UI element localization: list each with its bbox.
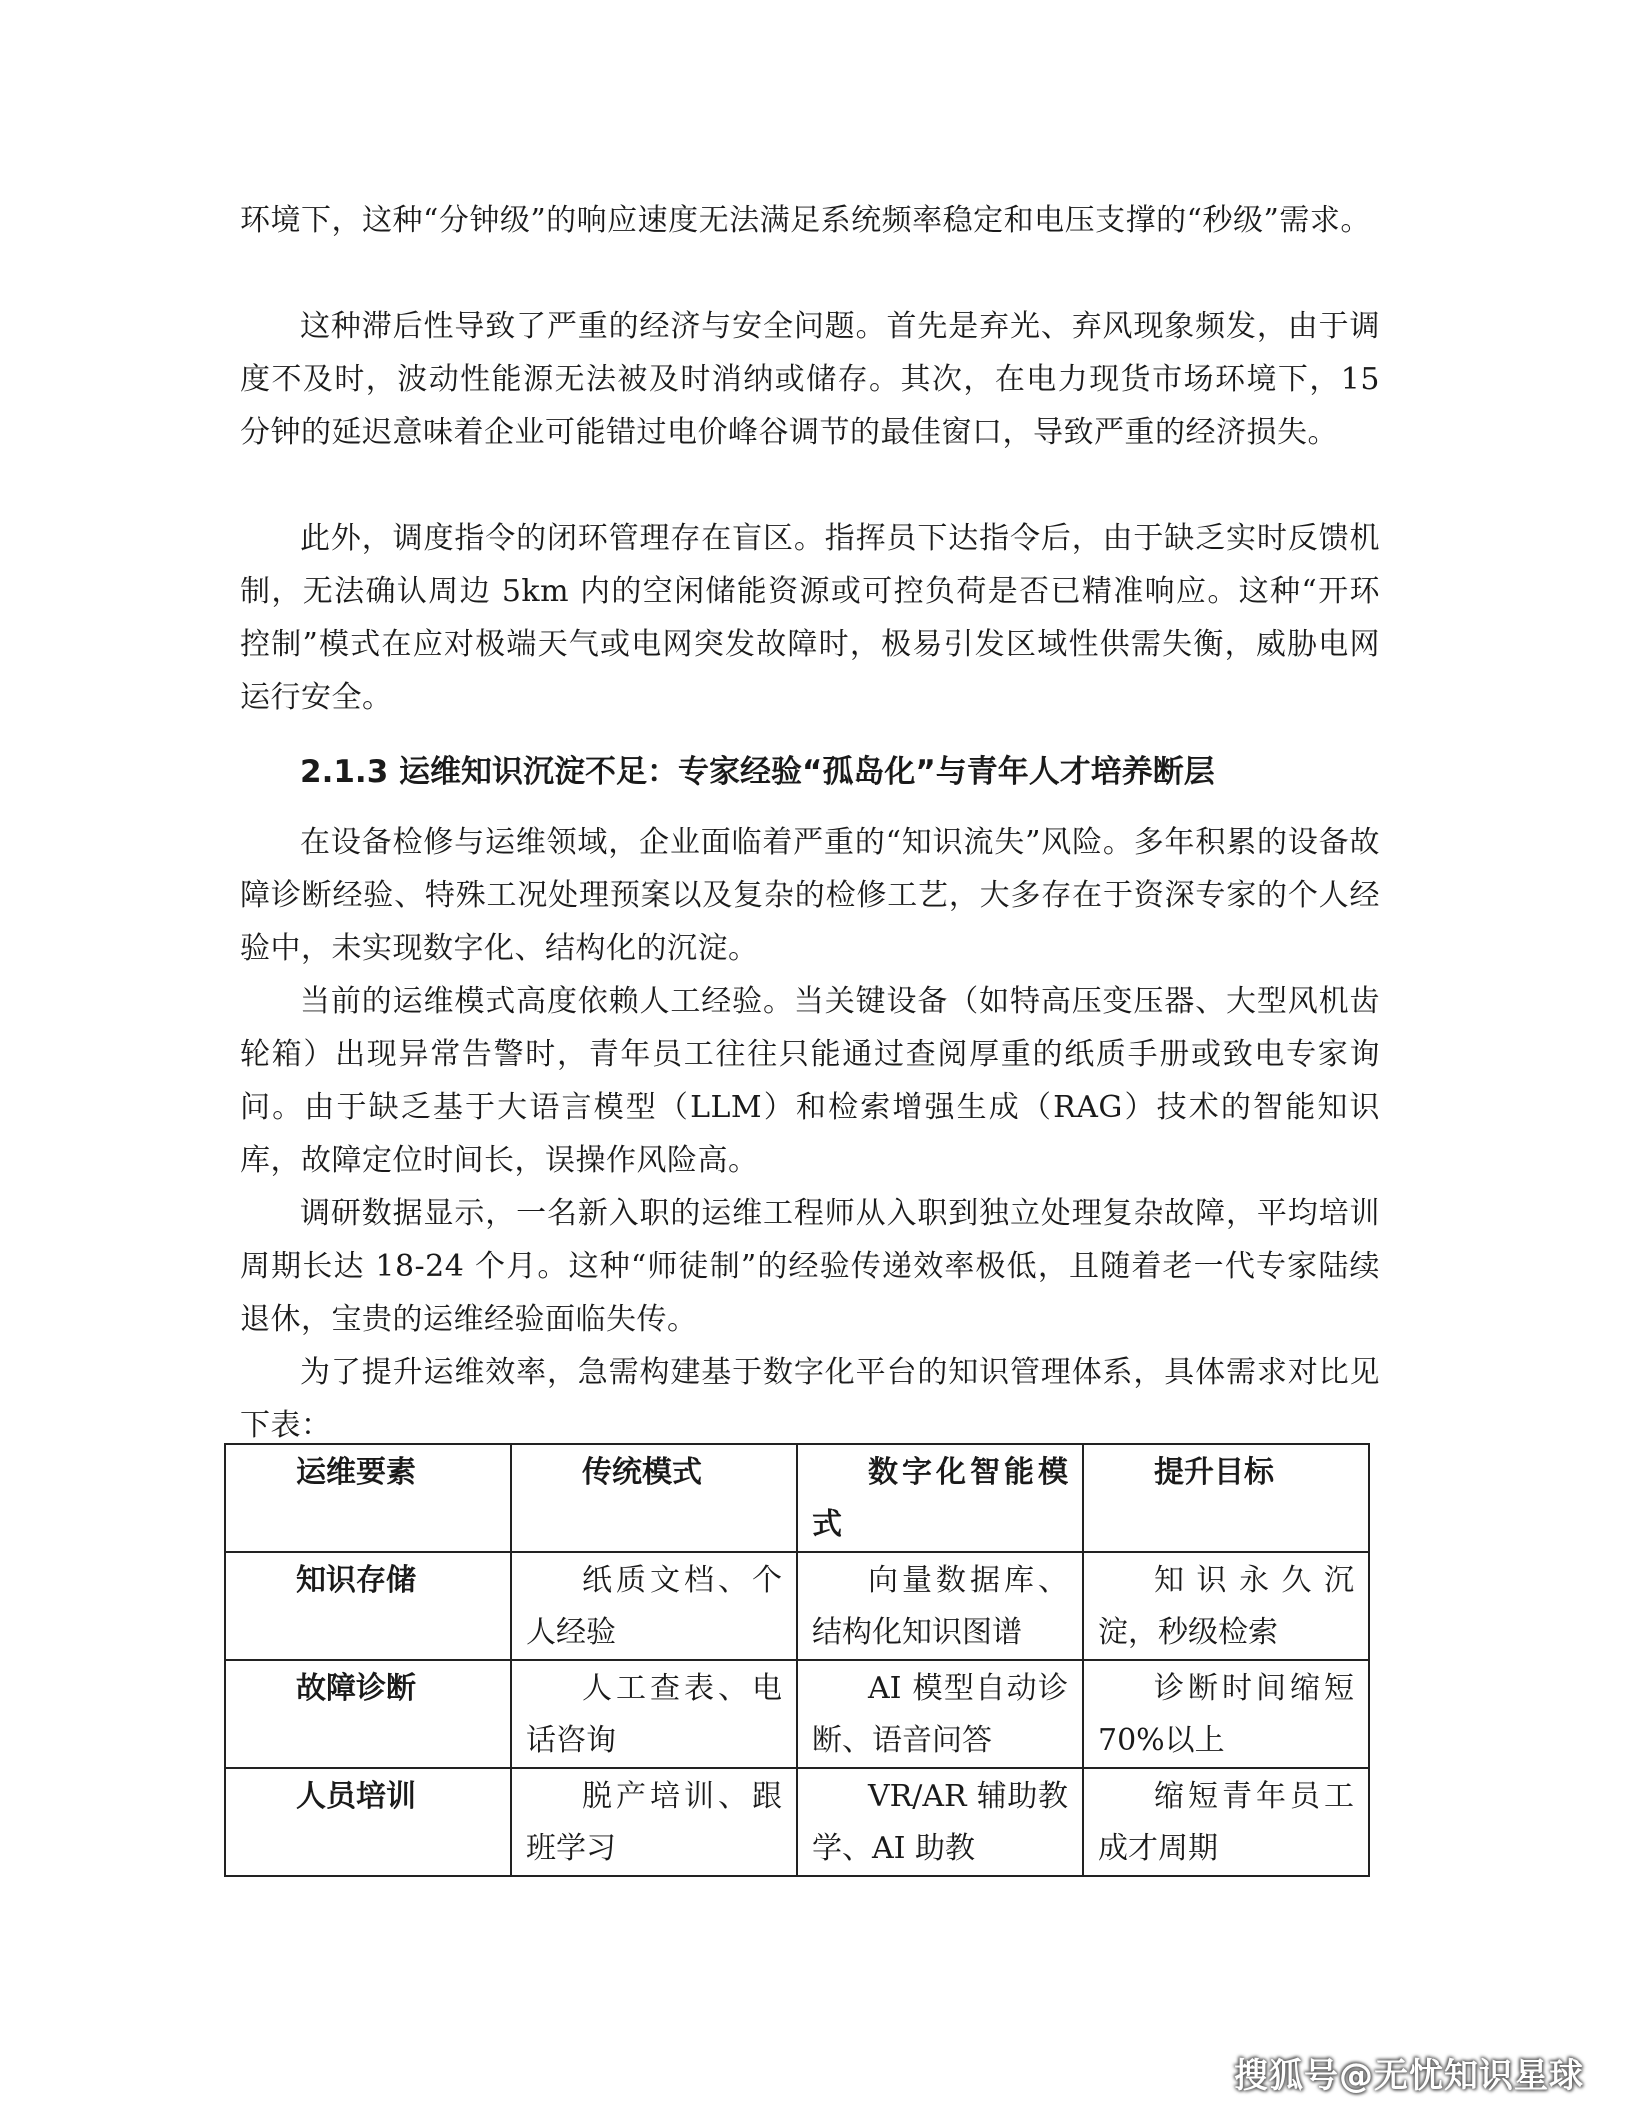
- table-cell: 向量数据库、结构化知识图谱: [797, 1552, 1083, 1660]
- table-row-header: 人员培训: [225, 1768, 511, 1876]
- table-header-row: [225, 1444, 1369, 1552]
- table-cell: 诊断时间缩短 70%以上: [1083, 1660, 1369, 1768]
- paragraph-6: 调研数据显示，一名新入职的运维工程师从入职到独立处理复杂故障，平均培训周期长达 18-24 个月。这种“师徒制”的经验传递效率极低，且随着老一代专家陆续退休，宝贵的运维经验面临失传。: [240, 1196, 1380, 1337]
- table-cell: 缩短青年员工成才周期: [1083, 1768, 1369, 1876]
- table-header-cell: 数字化智能模式: [797, 1444, 1083, 1552]
- table-cell: 纸质文档、个人经验: [511, 1552, 797, 1660]
- table-cell: 脱产培训、跟班学习: [511, 1768, 797, 1876]
- table-row-header: 知识存储: [225, 1552, 511, 1660]
- paragraph-2: 这种滞后性导致了严重的经济与安全问题。首先是弃光、弃风现象频发，由于调度不及时，波动性能源无法被及时消纳或储存。其次，在电力现货市场环境下，15 分钟的延迟意味着企业可能错过电价峰谷调节的最佳窗口，导致严重的经济损失。: [240, 309, 1380, 450]
- table-header-cell: 传统模式: [511, 1444, 797, 1552]
- table-header-cell: 提升目标: [1083, 1444, 1369, 1552]
- paragraph-3: 此外，调度指令的闭环管理存在盲区。指挥员下达指令后，由于缺乏实时反馈机制，无法确认周边 5km 内的空闲储能资源或可控负荷是否已精准响应。这种“开环控制”模式在应对极端天气或电网突发故障时，极易引发区域性供需失衡，威胁电网运行安全。: [240, 521, 1380, 715]
- comparison-table: [224, 1443, 1370, 1877]
- section-heading: 2.1.3 运维知识沉淀不足：专家经验“孤岛化”与青年人才培养断层: [300, 754, 1215, 790]
- watermark: 搜狐号@无忧知识星球: [1234, 2056, 1584, 2096]
- table-cell: VR/AR 辅助教学、AI 助教: [797, 1768, 1083, 1876]
- table-cell: 知识永久沉淀，秒级检索: [1083, 1552, 1369, 1660]
- table-row: [225, 1552, 1369, 1660]
- paragraph-4: 在设备检修与运维领域，企业面临着严重的“知识流失”风险。多年积累的设备故障诊断经验、特殊工况处理预案以及复杂的检修工艺，大多存在于资深专家的个人经验中，未实现数字化、结构化的沉淀。: [240, 825, 1380, 966]
- table-row-header: 故障诊断: [225, 1660, 511, 1768]
- paragraph-7: 为了提升运维效率，急需构建基于数字化平台的知识管理体系，具体需求对比见下表：: [240, 1355, 1380, 1443]
- table-row: [225, 1660, 1369, 1768]
- paragraph-1: 环境下，这种“分钟级”的响应速度无法满足系统频率稳定和电压支撑的“秒级”需求。: [240, 203, 1371, 238]
- paragraph-5: 当前的运维模式高度依赖人工经验。当关键设备（如特高压变压器、大型风机齿轮箱）出现异常告警时，青年员工往往只能通过查阅厚重的纸质手册或致电专家询问。由于缺乏基于大语言模型（LLM）和检索增强生成（RAG）技术的智能知识库，故障定位时间长，误操作风险高。: [240, 984, 1380, 1178]
- table-cell: 人工查表、电话咨询: [511, 1660, 797, 1768]
- table-row: [225, 1768, 1369, 1876]
- table-header-cell: 运维要素: [225, 1444, 511, 1552]
- table-cell: AI 模型自动诊断、语音问答: [797, 1660, 1083, 1768]
